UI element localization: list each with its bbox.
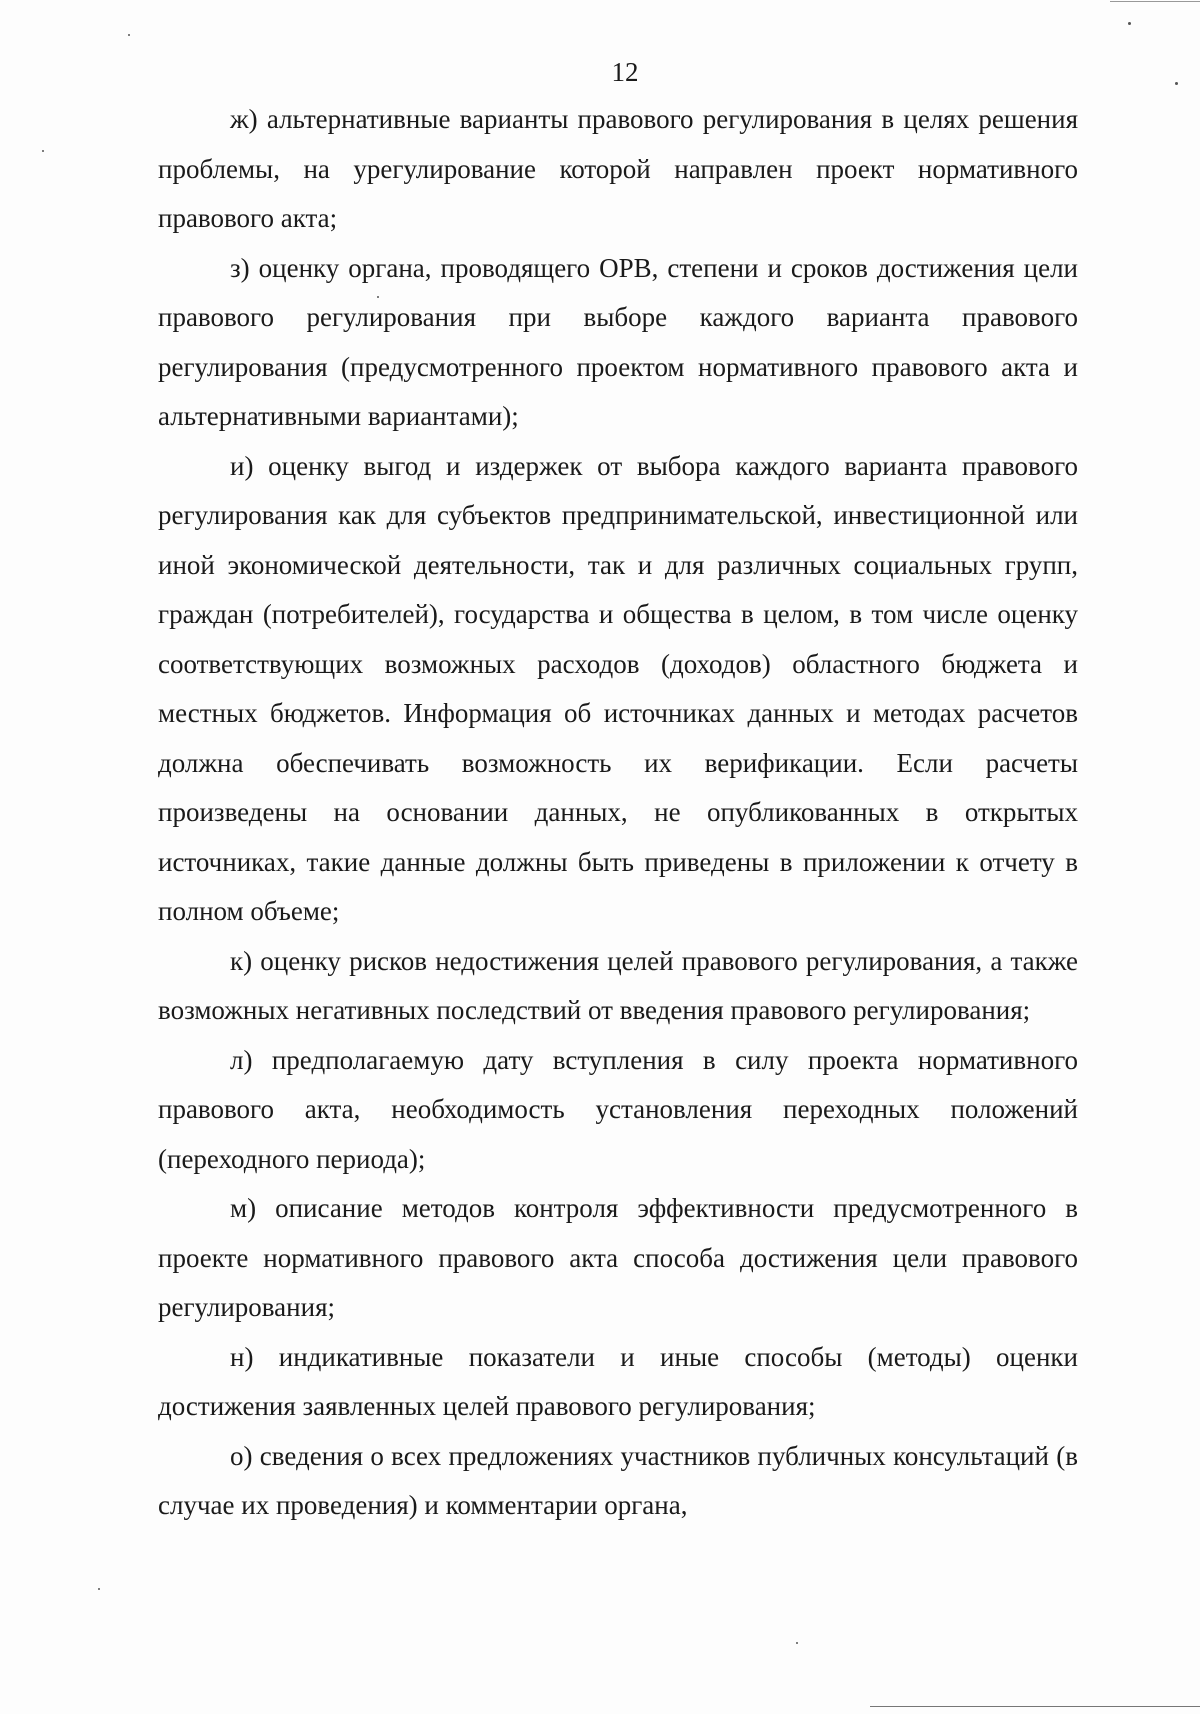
document-body (158, 95, 1078, 1531)
paragraph-zh: ж) альтернативные варианты правового регулирования в целях решения проблемы, на урегулирование которой направлен проект нормативного правового акта; (158, 104, 1078, 233)
paragraph-l: л) предполагаемую дату вступления в силу проекта нормативного правового акта, необходимость установления переходных положений (переходного периода); (158, 1044, 1078, 1174)
page-number: 12 (611, 57, 639, 87)
scan-speck (98, 1588, 100, 1590)
scan-speck (1175, 82, 1178, 85)
scan-speck (42, 150, 44, 152)
scan-speck (377, 296, 379, 298)
paragraph-n: н) индикативные показатели и иные способы (методы) оценки достижения заявленных целей правового регулирования; (158, 1341, 1078, 1421)
paragraph-o: о) сведения о всех предложениях участников публичных консультаций (в случае их проведения) и комментарии органа, (158, 1440, 1078, 1520)
paragraph-i: и) оценку выгод и издержек от выбора каждого варианта правового регулирования как для субъектов предпринимательской, инвестиционной или иной экономической деятельности, так и для различных социальных групп, граждан (потребителей), государства и общества в целом, в том числе оценку соответствующих возможных расходов (доходов) областного бюджета и местных бюджетов. Информация об источниках данных и методах расчетов должна обеспечивать возможность их верификации. Если расчеты произведены на основании данных, не опубликованных в открытых источниках, такие данные должны быть приведены в приложении к отчету в полном объеме; (158, 450, 1078, 926)
scan-speck (796, 1642, 798, 1644)
scan-speck (1128, 22, 1131, 25)
paragraph-k: к) оценку рисков недостижения целей правового регулирования, а также возможных негативных последствий от введения правового регулирования; (158, 945, 1078, 1025)
scan-edge-bottom (870, 1706, 1200, 1707)
scan-speck (128, 34, 130, 36)
scan-edge-top (1110, 1, 1200, 2)
paragraph-z: з) оценку органа, проводящего ОРВ, степени и сроков достижения цели правового регулирования при выборе каждого варианта правового регулирования (предусмотренного проектом нормативного правового акта и альтернативными вариантами); (158, 252, 1078, 431)
paragraph-m: м) описание методов контроля эффективности предусмотренного в проекте нормативного правового акта способа достижения цели правового регулирования; (158, 1193, 1078, 1322)
